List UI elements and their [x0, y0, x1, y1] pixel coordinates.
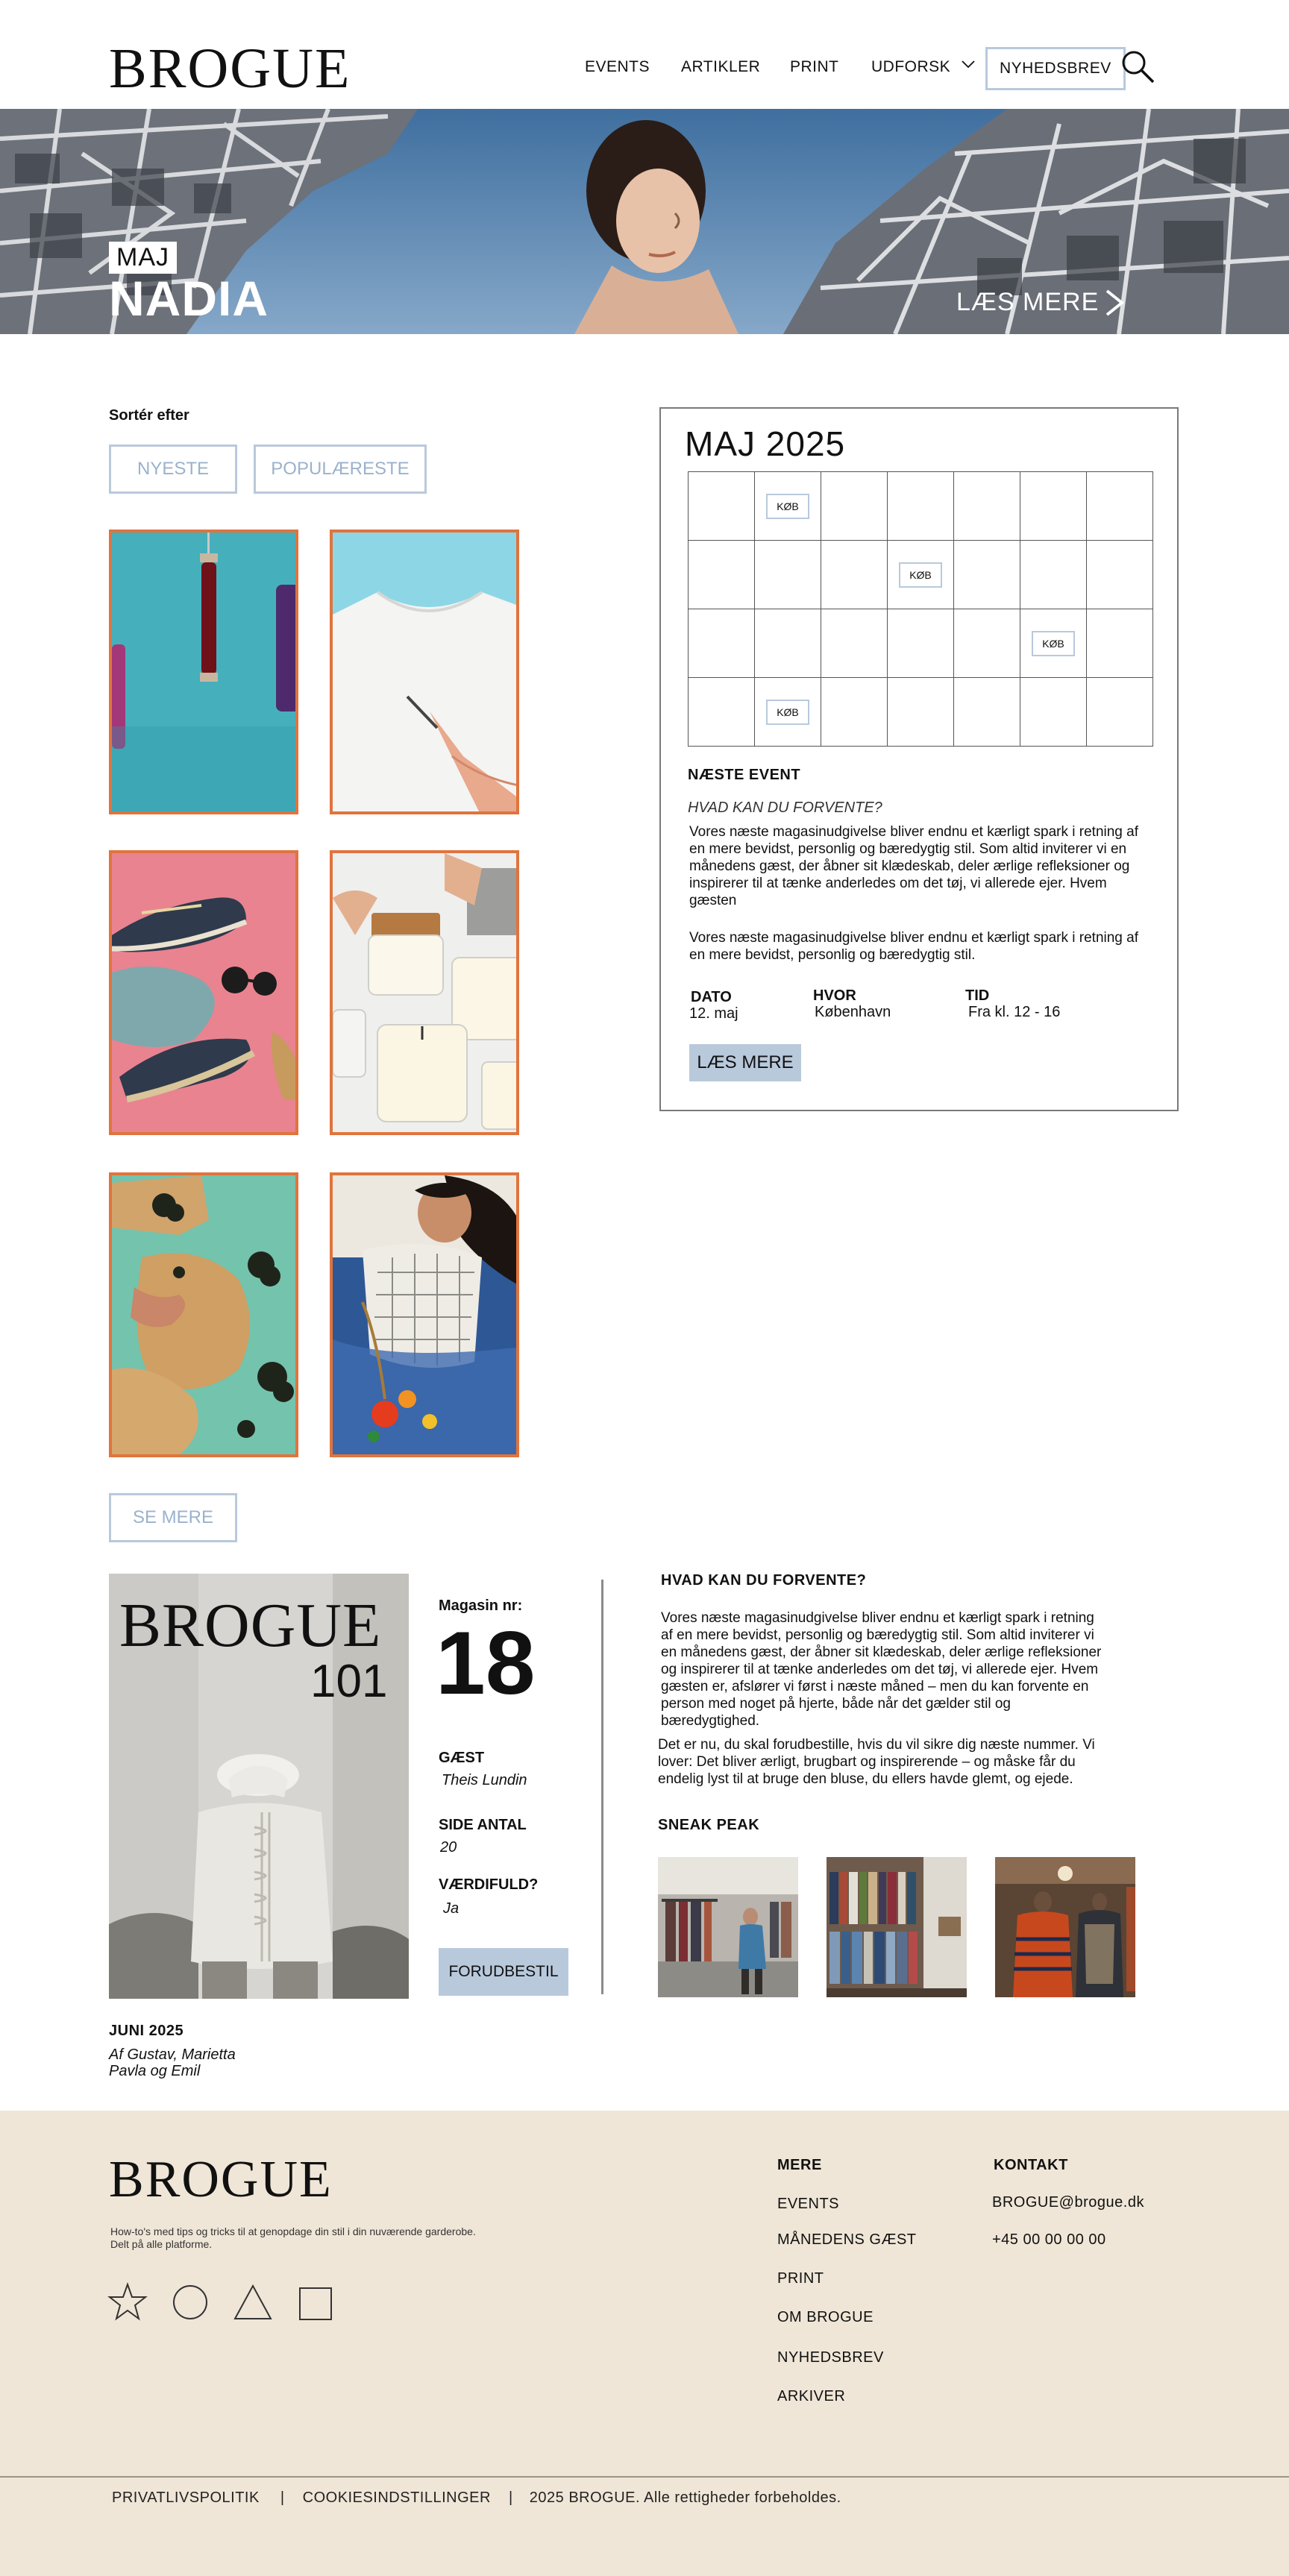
event-date-label: DATO: [691, 989, 732, 1005]
footer-divider: [0, 2476, 1289, 2478]
privacy-policy-link[interactable]: PRIVATLIVSPOLITIK: [112, 2489, 260, 2506]
calendar-cell: [689, 472, 755, 541]
footer-tagline-line-2: Delt på alle platforme.: [110, 2238, 213, 2250]
calendar-cell: [821, 609, 888, 678]
magazine-number: 18: [436, 1613, 536, 1713]
magazine-date: JUNI 2025: [109, 2023, 184, 2039]
next-event-subheading: HVAD KAN DU FORVENTE?: [688, 799, 882, 816]
footer-contact-heading: KONTAKT: [994, 2157, 1068, 2173]
calendar-cell: [755, 609, 821, 678]
legal-bar: [112, 2489, 841, 2507]
valuable-label: VÆRDIFULD?: [439, 1876, 539, 1893]
footer-email[interactable]: BROGUE@brogue.dk: [992, 2194, 1144, 2211]
sneak-peak-heading: SNEAK PEAK: [658, 1817, 760, 1833]
valuable-value: Ja: [443, 1900, 460, 1917]
calendar-title: MAJ 2025: [685, 424, 846, 463]
calendar-cell: [1020, 541, 1087, 609]
candles-image: [333, 853, 519, 1135]
buy-ticket-button[interactable]: KØB: [766, 700, 809, 725]
footer-tagline: [110, 2225, 588, 2251]
hero-read-more-label: LÆS MERE: [956, 288, 1100, 316]
magazine-heading: HVAD KAN DU FORVENTE?: [661, 1572, 867, 1589]
footer-link-guest[interactable]: MÅNEDENS GÆST: [777, 2231, 917, 2248]
footer-tagline-line-1: How-to's med tips og tricks til at genopdage din stil i din nuværende garderobe.: [110, 2225, 476, 2237]
hero-read-more-link[interactable]: [956, 288, 1099, 317]
footer-link-newsletter[interactable]: NYHEDSBREV: [777, 2349, 884, 2366]
legal-separator: |: [280, 2489, 285, 2506]
next-event-heading: NÆSTE EVENT: [688, 767, 801, 783]
newsletter-button[interactable]: NYHEDSBREV: [985, 47, 1126, 90]
calendar-cell: [888, 472, 954, 541]
tea-paper-bags-image: [112, 1175, 298, 1457]
sort-popular-button[interactable]: POPULÆRESTE: [254, 444, 427, 494]
search-icon[interactable]: [1120, 49, 1156, 85]
event-time-value: Fra kl. 12 - 16: [968, 1004, 1061, 1020]
next-event-paragraph-2: Vores næste magasinudgivelse bliver endnu et kærligt spark i retning af en mere bevidst, personlig og bæredygtig stil.: [689, 930, 1138, 963]
calendar-cell: [954, 472, 1020, 541]
event-read-more-button[interactable]: LÆS MERE: [689, 1044, 801, 1081]
calendar-cell: [689, 609, 755, 678]
magazine-cover-number: 101: [310, 1656, 388, 1707]
magazine-authors-line-1: Af Gustav, Marietta: [109, 2046, 236, 2063]
gallery-tile-candles[interactable]: [330, 850, 519, 1135]
hero-banner: [0, 109, 1289, 334]
calendar-cell: [755, 678, 821, 747]
calendar-cell: [1087, 678, 1153, 747]
site-logo[interactable]: BROGUE: [109, 37, 351, 100]
preorder-button[interactable]: FORUDBESTIL: [439, 1948, 568, 1996]
store-interior-image: [658, 1857, 798, 1997]
calendar-cell: [954, 678, 1020, 747]
calendar-cell: [821, 541, 888, 609]
circle-icon[interactable]: [172, 2284, 209, 2321]
calendar-cell: [888, 678, 954, 747]
calendar-cell: [954, 541, 1020, 609]
magazine-paragraph-2: Det er nu, du skal forudbestille, hvis du vil sikre dig næste nummer. Vi lover: Det bliver ærligt, brugbart og inspirerende – og måske får du endelig lyst til at bruge den bluse, du ellers havde glemt, og ejede.: [658, 1737, 1095, 1787]
event-time-label: TID: [965, 987, 990, 1004]
calendar-cell: [1087, 472, 1153, 541]
nav-udforsk-label: UDFORSK: [871, 58, 951, 75]
copyright-text: 2025 BROGUE. Alle rettigheder forbeholdes.: [529, 2489, 841, 2506]
calendar-cell: [755, 472, 821, 541]
magazine-authors-line-2: Pavla og Emil: [109, 2063, 201, 2079]
footer-link-print[interactable]: PRINT: [777, 2270, 824, 2287]
cookie-settings-link[interactable]: COOKIESINDSTILLINGER: [302, 2489, 491, 2506]
gallery-tile-sneakers[interactable]: [109, 850, 298, 1135]
buy-ticket-button[interactable]: KØB: [766, 494, 809, 519]
calendar-cell: [1087, 609, 1153, 678]
sneakers-image: [112, 853, 298, 1135]
event-place-label: HVOR: [813, 987, 856, 1004]
calendar-cell: [689, 541, 755, 609]
calendar-cell: [888, 541, 954, 609]
magazine-cover[interactable]: [109, 1574, 409, 1999]
hero-month: MAJ: [109, 242, 177, 274]
chevron-right-icon[interactable]: [1104, 288, 1126, 318]
calendar-cell: [821, 678, 888, 747]
chevron-down-icon: [962, 60, 975, 69]
gallery-tile-tshirt[interactable]: [330, 530, 519, 814]
footer-logo[interactable]: BROGUE: [109, 2151, 333, 2208]
legal-separator: |: [509, 2489, 513, 2506]
footer-link-about[interactable]: OM BROGUE: [777, 2309, 874, 2325]
calendar-grid: [688, 471, 1153, 747]
buy-ticket-button[interactable]: KØB: [1032, 631, 1075, 656]
footer-phone[interactable]: +45 00 00 00 00: [992, 2231, 1106, 2248]
event-place-value: København: [815, 1004, 891, 1020]
gallery-tile-thread[interactable]: [109, 530, 298, 814]
buy-ticket-button[interactable]: KØB: [899, 562, 942, 588]
next-event-paragraph-1: Vores næste magasinudgivelse bliver endnu et kærligt spark i retning af en mere bevidst, personlig og bæredygtig stil. Som altid inviterer vi en månedens gæst, der åbner sit klædeskab, deler ærlige refleksioner og inspirerer til at tænke anderledes om det tøj, vi allerede ejer. Hvem gæsten: [689, 824, 1138, 908]
calendar-card: [659, 407, 1179, 1111]
calendar-cell: [888, 609, 954, 678]
footer-more-heading: MERE: [777, 2157, 822, 2173]
calendar-cell: [1087, 541, 1153, 609]
nav-artikler[interactable]: ARTIKLER: [681, 58, 761, 75]
magazine-number-label: Magasin nr:: [439, 1598, 523, 1614]
calendar-cell: [1020, 609, 1087, 678]
guest-value: Theis Lundin: [442, 1772, 527, 1788]
mannequins-image: [995, 1857, 1135, 1997]
calendar-cell: [821, 472, 888, 541]
tshirt-drawing-image: [333, 533, 519, 814]
sneak-peak-image-2[interactable]: [827, 1857, 967, 1997]
square-icon[interactable]: [298, 2287, 333, 2321]
footer-link-archive[interactable]: ARKIVER: [777, 2388, 846, 2404]
see-more-button[interactable]: SE MERE: [109, 1493, 237, 1542]
gallery-tile-tea[interactable]: [109, 1172, 298, 1457]
page-count-value: 20: [440, 1839, 457, 1856]
page-count-label: SIDE ANTAL: [439, 1817, 527, 1833]
triangle-icon[interactable]: [233, 2284, 273, 2321]
clothing-racks-image: [827, 1857, 967, 1997]
sneak-peak-image-1[interactable]: [658, 1857, 798, 1997]
woman-flowers-image: [333, 1175, 519, 1457]
sort-label: Sortér efter: [109, 407, 189, 424]
magazine-cover-logo: BROGUE: [119, 1591, 382, 1660]
calendar-cell: [755, 541, 821, 609]
hero-title: NADIA: [109, 271, 269, 326]
magazine-paragraph-1: Vores næste magasinudgivelse bliver endnu et kærligt spark i retning af en mere bevidst, personlig og bæredygtig stil. Som altid inviterer vi en månedens gæst, der åbner sit klædeskab, deler ærlige refleksioner og inspirerer til at tænke anderledes om det tøj, vi allerede ejer. Hvem gæsten er, afslører vi først i næste måned – men du kan forvente en person med noget på hjerte, både når det gælder stil og bæredygtighed.: [661, 1610, 1102, 1729]
calendar-cell: [1020, 678, 1087, 747]
calendar-cell: [689, 678, 755, 747]
thread-spools-image: [112, 533, 298, 814]
sort-newest-button[interactable]: NYESTE: [109, 444, 237, 494]
nav-events[interactable]: EVENTS: [585, 58, 650, 75]
calendar-cell: [1020, 472, 1087, 541]
star-icon[interactable]: [107, 2282, 148, 2322]
section-divider: [601, 1580, 603, 1994]
event-date-value: 12. maj: [689, 1005, 738, 1022]
sneak-peak-image-3[interactable]: [995, 1857, 1135, 1997]
guest-label: GÆST: [439, 1750, 485, 1766]
nav-print[interactable]: PRINT: [790, 58, 839, 75]
footer-link-events[interactable]: EVENTS: [777, 2196, 840, 2212]
calendar-cell: [954, 609, 1020, 678]
nav-udforsk[interactable]: [871, 58, 975, 76]
gallery-tile-woman[interactable]: [330, 1172, 519, 1457]
